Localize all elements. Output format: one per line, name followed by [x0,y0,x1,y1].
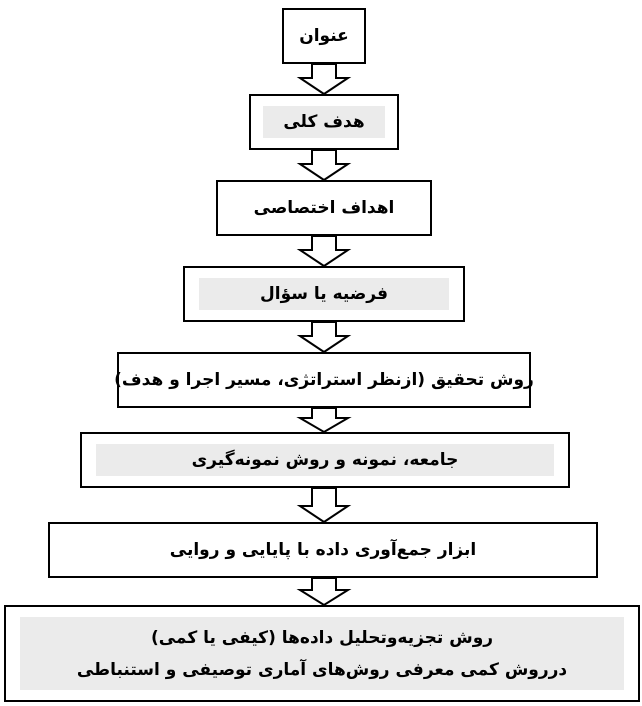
step-label-population-sampling: جامعه، نمونه و روش نمونه‌گیری [191,450,459,470]
down-arrow-2 [300,150,348,180]
step-label-specific-goals: اهداف اختصاصی [253,198,395,218]
step-label-title: عنوان [299,26,349,46]
down-arrow-3 [300,236,348,266]
step-label-data-analysis-line2: درروش کمی معرفی روش‌های آماری توصیفی و استنباطی [76,659,568,680]
down-arrow-4 [300,322,348,352]
step-label-research-method: روش تحقیق (ازنظر استراتژی، مسیر اجرا و هدف) [114,370,534,390]
step-label-data-analysis-line1: روش تجزیه‌وتحلیل داده‌ها (کیفی یا کمی) [150,627,494,648]
down-arrow-5 [300,408,348,432]
down-arrow-1 [300,64,348,94]
step-label-general-goal: هدف کلی [283,112,365,132]
step-label-data-collection-tool: ابزار جمع‌آوری داده با پایایی و روایی [169,540,477,560]
down-arrow-7 [300,578,348,605]
down-arrow-6 [300,488,348,522]
step-label-hypothesis: فرضیه یا سؤال [260,284,388,304]
